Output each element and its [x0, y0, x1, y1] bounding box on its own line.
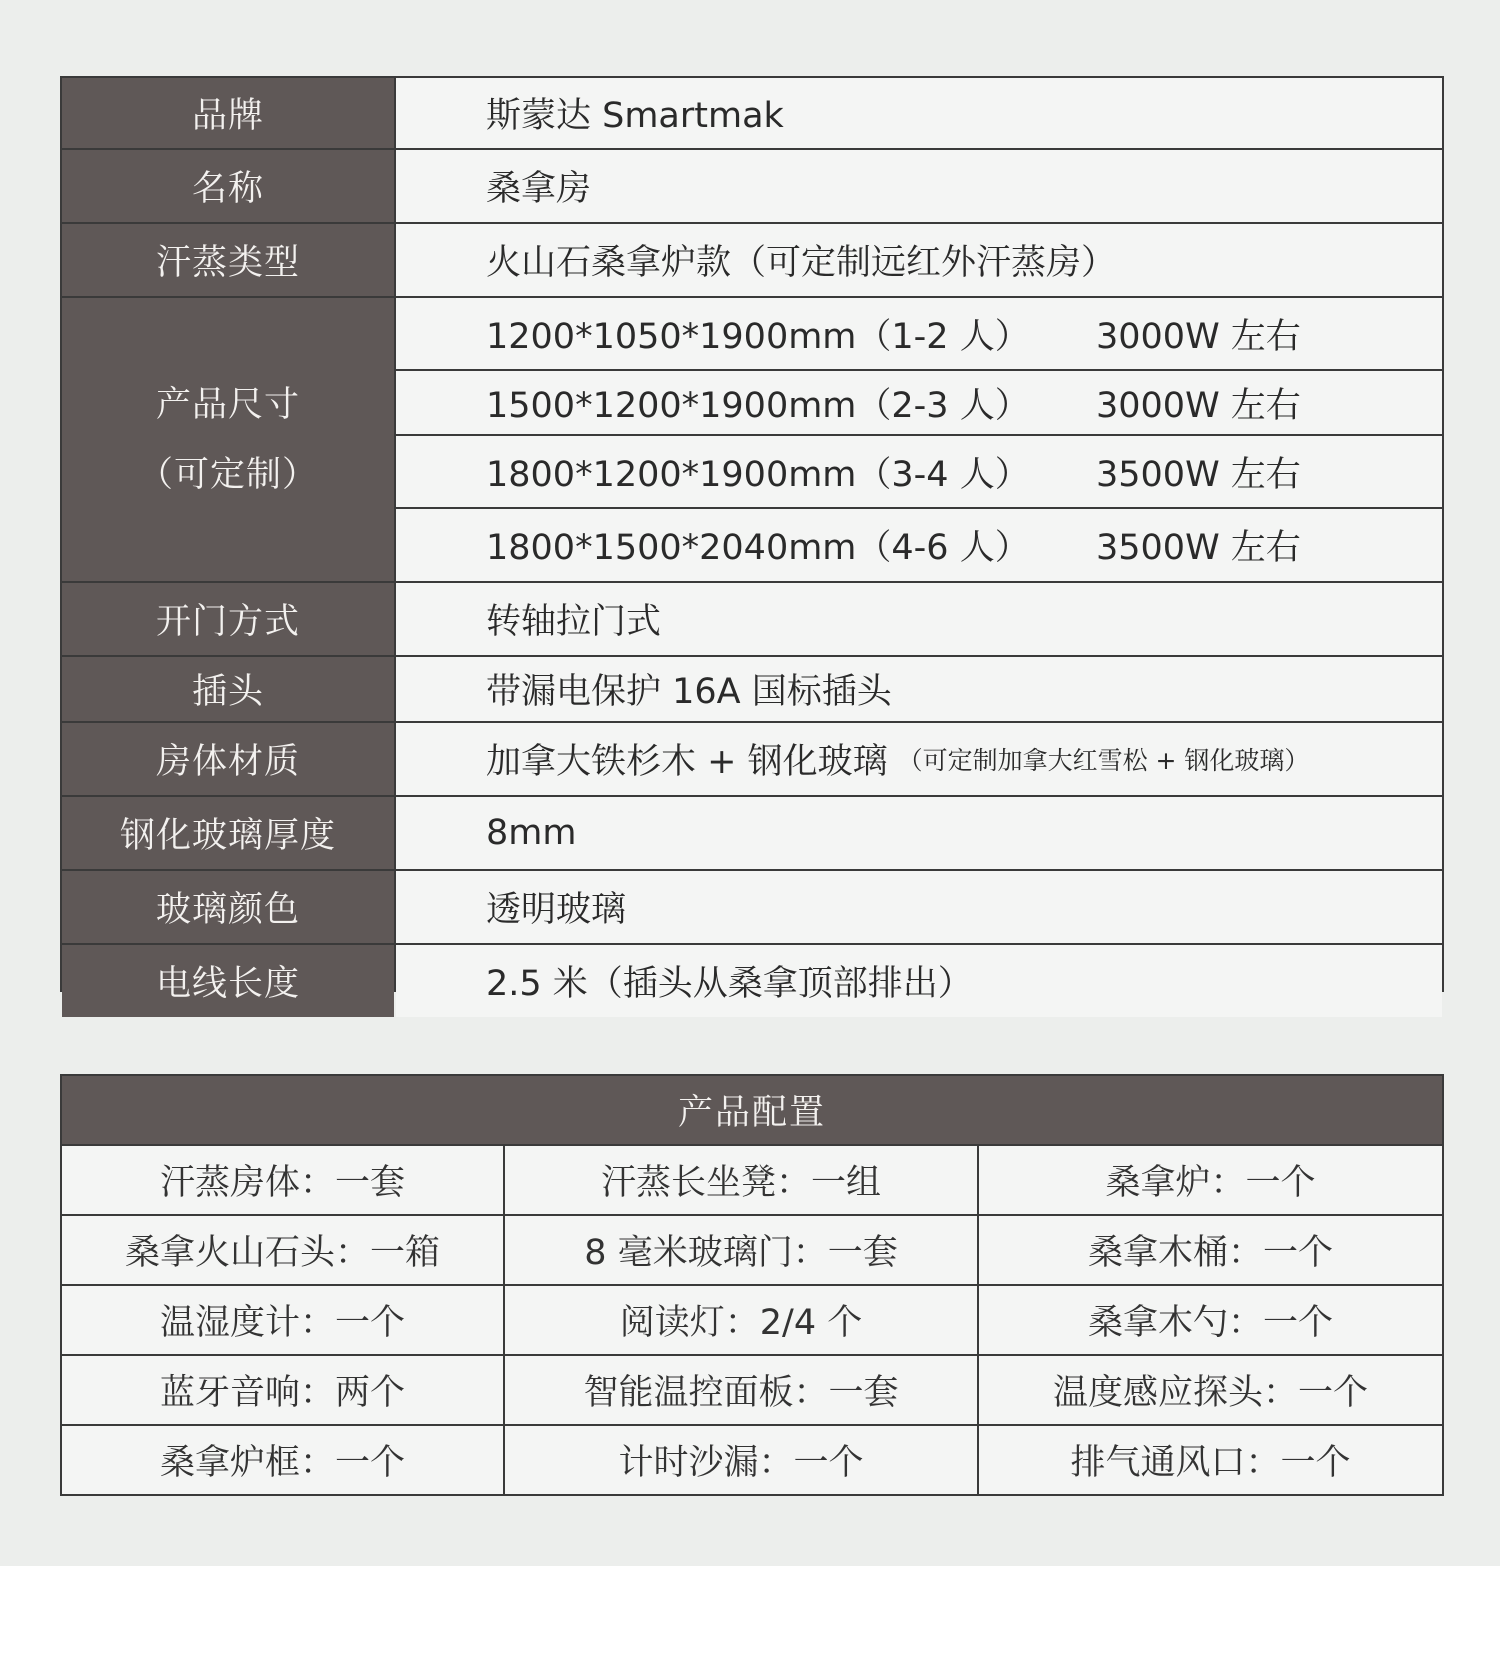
config-item: 桑拿木桶：一个	[979, 1216, 1442, 1284]
config-item: 蓝牙音响：两个	[62, 1356, 503, 1424]
config-item: 桑拿炉：一个	[979, 1146, 1442, 1214]
glass-color-label: 玻璃颜色	[62, 871, 394, 943]
size-power: 3000W 左右	[1096, 316, 1301, 357]
brand-value: 斯蒙达 Smartmak	[396, 78, 1442, 148]
size-dimension: 1500*1200*1900mm（2-3 人）	[486, 385, 1030, 426]
material-label: 房体材质	[62, 723, 394, 795]
size-row	[396, 436, 1442, 507]
config-item: 阅读灯：2/4 个	[505, 1286, 977, 1354]
cable-value: 2.5 米（插头从桑拿顶部排出）	[396, 945, 1442, 1017]
brand-label: 品牌	[62, 78, 394, 148]
config-item: 温度感应探头：一个	[979, 1356, 1442, 1424]
config-item: 温湿度计：一个	[62, 1286, 503, 1354]
config-item: 汗蒸长坐凳：一组	[505, 1146, 977, 1214]
name-value: 桑拿房	[396, 150, 1442, 222]
config-item: 计时沙漏：一个	[505, 1426, 977, 1494]
config-table	[60, 1074, 1444, 1496]
material-note: （可定制加拿大红雪松 + 钢化玻璃）	[897, 746, 1310, 775]
door-label: 开门方式	[62, 583, 394, 655]
size-power: 3000W 左右	[1096, 385, 1301, 426]
size-row	[396, 371, 1442, 434]
size-dimension: 1800*1200*1900mm（3-4 人）	[486, 454, 1030, 495]
size-dimension: 1800*1500*2040mm（4-6 人）	[486, 528, 1030, 568]
config-item: 汗蒸房体：一套	[62, 1146, 503, 1214]
size-power: 3500W 左右	[1096, 528, 1301, 568]
config-item: 8 毫米玻璃门：一套	[505, 1216, 977, 1284]
config-title: 产品配置	[62, 1076, 1442, 1144]
size-power: 3500W 左右	[1096, 454, 1301, 495]
size-dimension: 1200*1050*1900mm（1-2 人）	[486, 316, 1030, 357]
door-value: 转轴拉门式	[396, 583, 1442, 655]
size-row	[396, 509, 1442, 581]
size-label-line1: 产品尺寸	[155, 384, 300, 425]
config-item: 桑拿木勺：一个	[979, 1286, 1442, 1354]
type-value: 火山石桑拿炉款（可定制远红外汗蒸房）	[396, 224, 1442, 296]
config-item: 桑拿火山石头：一箱	[62, 1216, 503, 1284]
spec-table	[60, 76, 1444, 1004]
glass-thickness-value: 8mm	[396, 797, 1442, 869]
material-main: 加拿大铁杉木 + 钢化玻璃	[486, 742, 888, 782]
glass-color-value: 透明玻璃	[396, 871, 1442, 943]
size-label	[62, 298, 394, 581]
size-label-line2: （可定制）	[137, 454, 318, 495]
glass-thickness-label: 钢化玻璃厚度	[62, 797, 394, 869]
config-item: 智能温控面板：一套	[505, 1356, 977, 1424]
name-label: 名称	[62, 150, 394, 222]
size-row	[396, 298, 1442, 369]
type-label: 汗蒸类型	[62, 224, 394, 296]
config-item: 排气通风口：一个	[979, 1426, 1442, 1494]
plug-value: 带漏电保护 16A 国标插头	[396, 657, 1442, 721]
plug-label: 插头	[62, 657, 394, 721]
config-item: 桑拿炉框：一个	[62, 1426, 503, 1494]
material-value	[396, 723, 1442, 795]
cable-label: 电线长度	[62, 945, 394, 1017]
